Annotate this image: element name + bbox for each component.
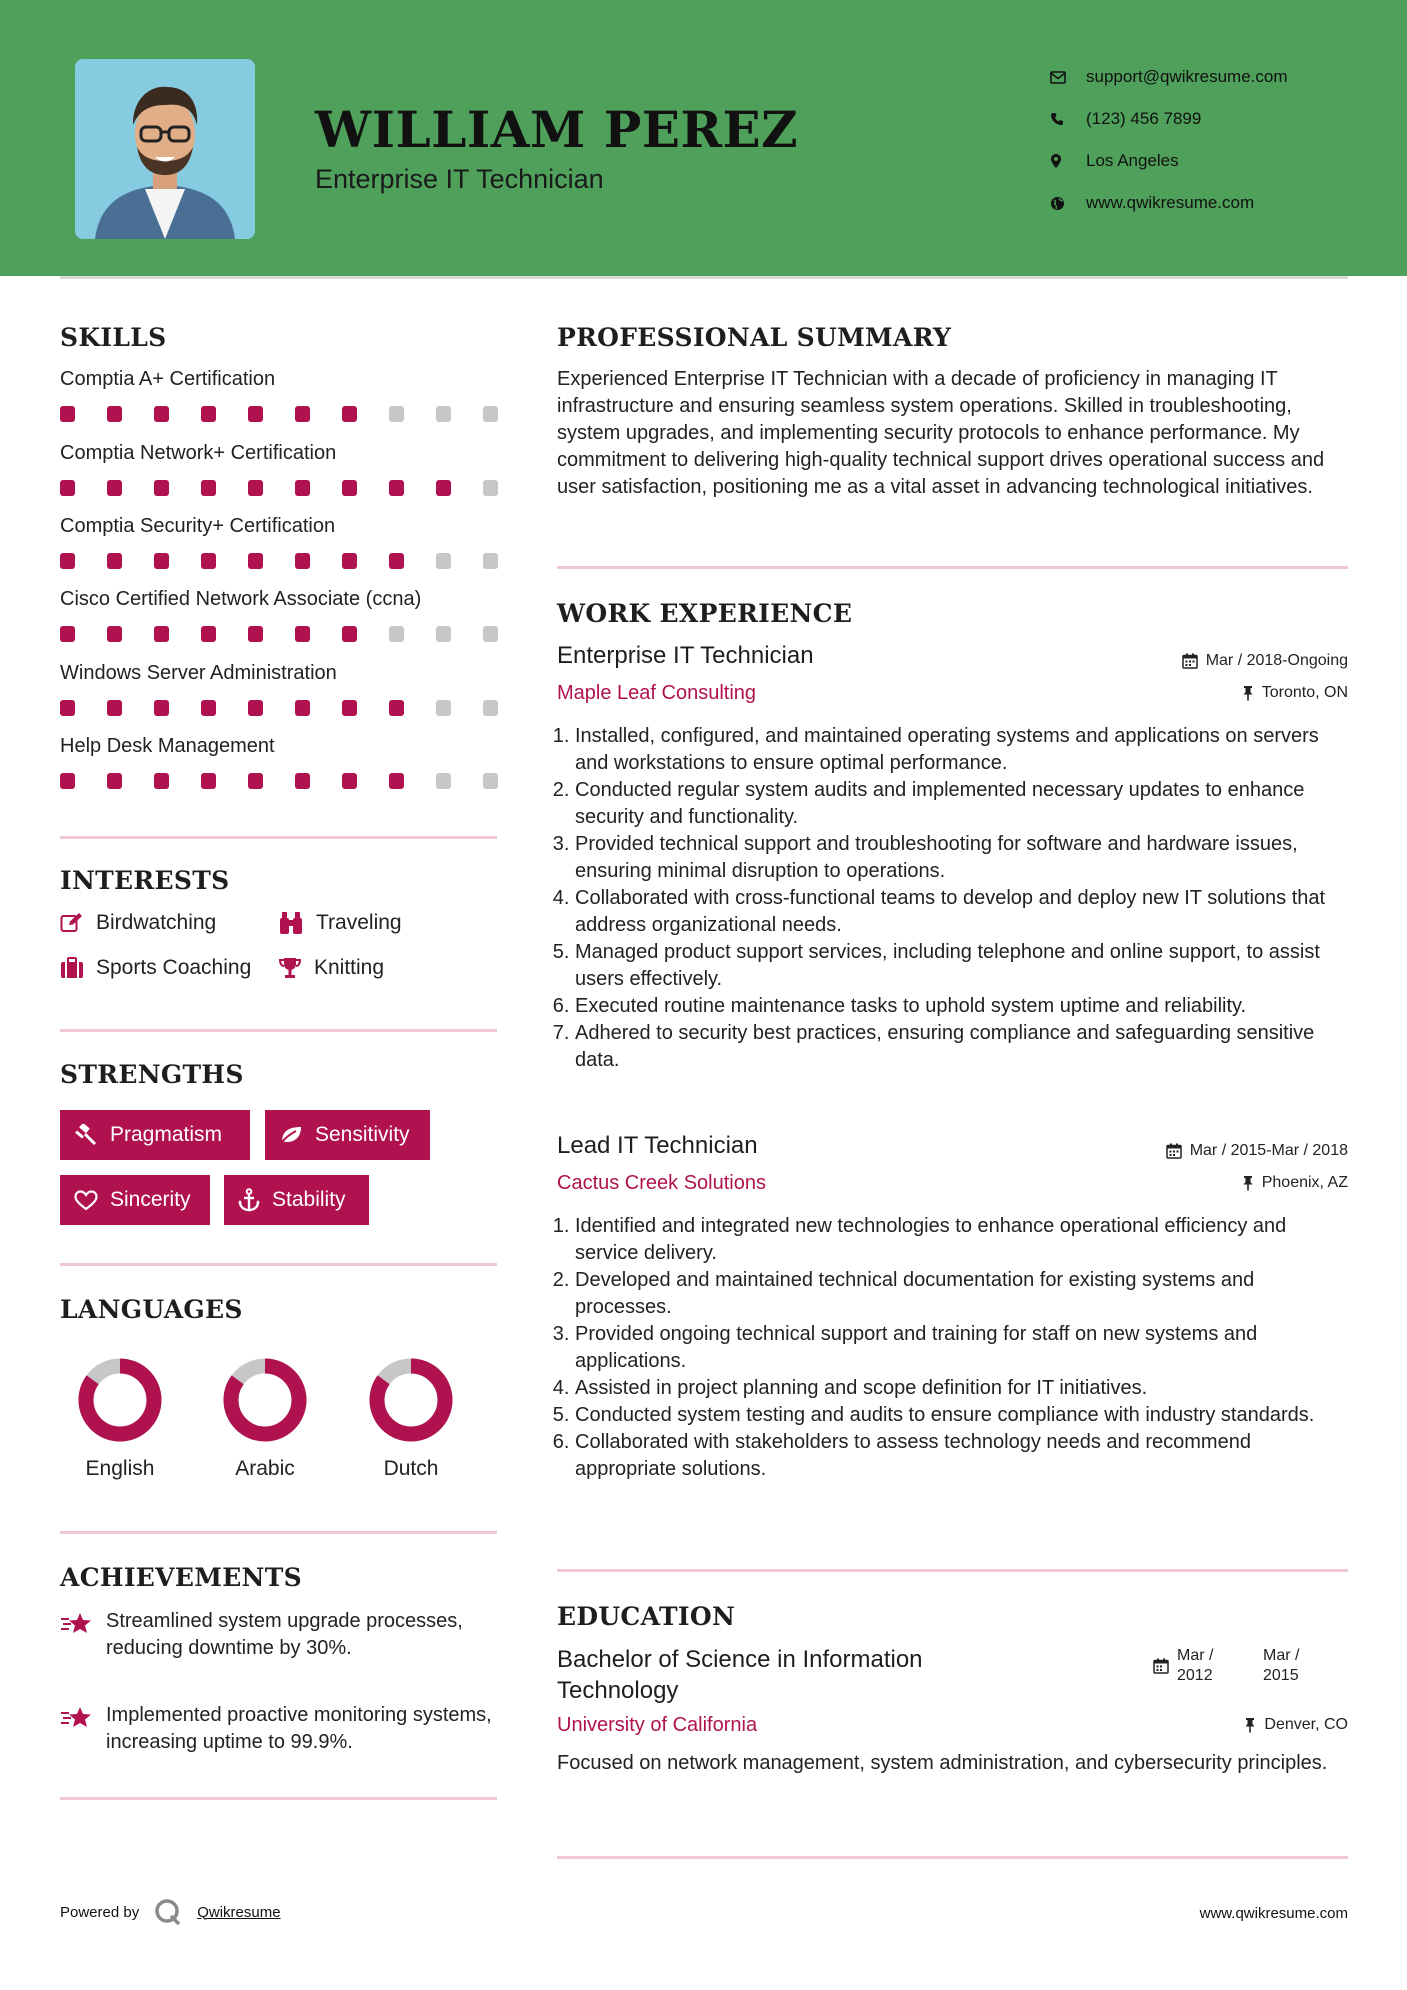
star-icon xyxy=(60,1705,94,1731)
job-dates xyxy=(1182,652,1348,670)
rating-dot-filled xyxy=(295,480,310,496)
calendar-icon xyxy=(1153,1658,1169,1674)
trophy-icon xyxy=(278,957,302,979)
rating-dot-filled xyxy=(201,406,216,422)
star-icon xyxy=(60,1611,94,1637)
header-banner xyxy=(0,0,1407,276)
skill-name: Windows Server Administration xyxy=(60,662,337,684)
briefcase-icon xyxy=(60,957,84,979)
achievement-text: Implemented proactive monitoring systems, increasing uptime to 99.9%. xyxy=(106,1704,492,1753)
globe-icon xyxy=(1050,196,1086,211)
duty-item: 4. Assisted in project planning and scope definition for IT initiatives. xyxy=(575,1375,1355,1402)
profile-photo xyxy=(75,59,255,239)
pushpin-icon xyxy=(1244,1717,1256,1733)
section-divider xyxy=(60,1531,497,1534)
job-dates-text: Mar / 2018-Ongoing xyxy=(1205,652,1348,669)
rating-dot-empty xyxy=(436,553,451,569)
section-divider xyxy=(60,1029,497,1032)
skill-rating xyxy=(60,773,530,789)
rating-dot-empty xyxy=(436,406,451,422)
rating-dot-filled xyxy=(60,773,75,789)
rating-dot-filled xyxy=(107,626,122,642)
interest-item xyxy=(60,956,251,980)
rating-dot-filled xyxy=(248,480,263,496)
contact-phone-text: (123) 456 7899 xyxy=(1086,109,1202,128)
contact-website[interactable] xyxy=(1050,182,1288,224)
duty-item: 6. Executed routine maintenance tasks to uphold system uptime and reliability. xyxy=(575,993,1355,1020)
contact-phone[interactable] xyxy=(1050,98,1288,140)
rating-dot-filled xyxy=(342,700,357,716)
rating-dot-filled xyxy=(295,626,310,642)
job-company: Maple Leaf Consulting xyxy=(557,682,757,704)
rating-dot-filled xyxy=(295,406,310,422)
interest-label: Knitting xyxy=(314,956,385,979)
rating-dot-filled xyxy=(436,480,451,496)
rating-dot-filled xyxy=(342,553,357,569)
language-item xyxy=(205,1355,325,1481)
candidate-name: WILLIAM PEREZ xyxy=(315,100,799,159)
job-location xyxy=(1242,684,1348,702)
job-title: Lead IT Technician xyxy=(557,1132,758,1159)
rating-dot-filled xyxy=(295,700,310,716)
skill-rating xyxy=(60,480,530,496)
skill-name: Comptia Network+ Certification xyxy=(60,442,337,464)
rating-dot-filled xyxy=(389,480,404,496)
duty-item: 1. Installed, configured, and maintained operating systems and applications on servers and workstations to ensure optimal performance. xyxy=(575,723,1355,777)
rating-dot-filled xyxy=(342,480,357,496)
skills-title: SKILLS xyxy=(60,323,167,352)
rating-dot-empty xyxy=(483,700,498,716)
strength-badge xyxy=(224,1175,369,1225)
rating-dot-filled xyxy=(107,480,122,496)
rating-dot-empty xyxy=(483,480,498,496)
strength-label: Sincerity xyxy=(110,1188,191,1211)
rating-dot-filled xyxy=(201,626,216,642)
rating-dot-filled xyxy=(107,406,122,422)
contact-location-text: Los Angeles xyxy=(1086,151,1179,170)
rating-dot-filled xyxy=(60,700,75,716)
rating-dot-filled xyxy=(295,553,310,569)
map-pin-icon xyxy=(1050,153,1086,169)
section-divider xyxy=(60,836,497,839)
strength-label: Stability xyxy=(272,1188,346,1211)
achievements-title: ACHIEVEMENTS xyxy=(60,1563,302,1592)
rating-dot-filled xyxy=(389,773,404,789)
rating-dot-filled xyxy=(60,480,75,496)
rating-dot-filled xyxy=(201,773,216,789)
duty-item: 7. Adhered to security best practices, ensuring compliance and safeguarding sensitive data. xyxy=(575,1020,1355,1074)
education-description: Focused on network management, system administration, and cybersecurity principles. xyxy=(557,1752,1328,1774)
rating-dot-empty xyxy=(483,626,498,642)
rating-dot-filled xyxy=(201,700,216,716)
education-end xyxy=(1263,1646,1299,1686)
rating-dot-filled xyxy=(60,553,75,569)
achievement-text: Streamlined system upgrade processes, reducing downtime by 30%. xyxy=(106,1610,463,1659)
rating-dot-filled xyxy=(154,626,169,642)
language-label: Dutch xyxy=(383,1457,439,1480)
section-divider xyxy=(557,566,1348,569)
interests-title: INTERESTS xyxy=(60,866,230,895)
strength-badge xyxy=(60,1110,250,1160)
strengths-title: STRENGTHS xyxy=(60,1060,244,1089)
job-location xyxy=(1242,1174,1348,1192)
candidate-title: Enterprise IT Technician xyxy=(315,164,604,194)
rating-dot-filled xyxy=(107,700,122,716)
qwikresume-link[interactable]: Qwikresume xyxy=(197,1903,281,1921)
section-divider xyxy=(557,1856,1348,1859)
calendar-icon xyxy=(1182,653,1198,669)
gavel-icon xyxy=(74,1124,98,1146)
heart-icon xyxy=(74,1190,98,1211)
language-donut xyxy=(366,1355,456,1445)
job-location-text: Toronto, ON xyxy=(1261,684,1348,701)
skill-name: Comptia Security+ Certification xyxy=(60,515,336,537)
rating-dot-empty xyxy=(436,773,451,789)
contact-website-text: www.qwikresume.com xyxy=(1086,193,1255,212)
section-divider xyxy=(60,1797,497,1800)
education-title: EDUCATION xyxy=(557,1602,736,1631)
rating-dot-empty xyxy=(483,553,498,569)
job-dates-text: Mar / 2015-Mar / 2018 xyxy=(1189,1142,1348,1159)
rating-dot-filled xyxy=(342,773,357,789)
duty-item: 5. Conducted system testing and audits to ensure compliance with industry standards. xyxy=(575,1402,1355,1429)
achievement-item xyxy=(60,1608,500,1662)
language-item xyxy=(60,1355,180,1481)
footer-website[interactable]: www.qwikresume.com xyxy=(1199,1905,1348,1922)
contact-location xyxy=(1050,140,1288,182)
duty-item: 3. Provided technical support and troubleshooting for software and hardware issues, ensuring minimal disruption to operations. xyxy=(575,831,1355,885)
education-degree: Bachelor of Science in Information Technology xyxy=(557,1646,923,1704)
interest-item xyxy=(278,911,402,935)
duty-item: 3. Provided ongoing technical support and training for staff on new systems and applications. xyxy=(575,1321,1355,1375)
rating-dot-filled xyxy=(107,553,122,569)
pushpin-icon xyxy=(1242,685,1254,701)
leaf-icon xyxy=(279,1125,303,1145)
job-location-text: Phoenix, AZ xyxy=(1261,1174,1348,1191)
rating-dot-filled xyxy=(154,406,169,422)
rating-dot-filled xyxy=(154,480,169,496)
rating-dot-filled xyxy=(295,773,310,789)
powered-by-text: Powered by xyxy=(60,1903,140,1921)
contact-email-text: support@qwikresume.com xyxy=(1086,67,1288,86)
pencil-square-icon xyxy=(60,912,84,934)
duty-item: 6. Collaborated with stakeholders to assess technology needs and recommend appropriate solutions. xyxy=(575,1429,1355,1483)
rating-dot-filled xyxy=(201,553,216,569)
duty-item: 5. Managed product support services, including telephone and online support, to assist users effectively. xyxy=(575,939,1355,993)
job-duties xyxy=(575,723,1355,1074)
skill-name: Comptia A+ Certification xyxy=(60,368,276,390)
contact-email[interactable] xyxy=(1050,56,1288,98)
duty-item: 1. Identified and integrated new technologies to enhance operational efficiency and service delivery. xyxy=(575,1213,1355,1267)
education-start-year: 2012 xyxy=(1177,1667,1213,1684)
footer-powered-by xyxy=(60,1897,281,1927)
envelope-icon xyxy=(1050,71,1086,84)
skill-rating xyxy=(60,553,530,569)
education-location-text: Denver, CO xyxy=(1264,1716,1348,1733)
binoculars-icon xyxy=(278,911,304,935)
rating-dot-filled xyxy=(342,406,357,422)
strength-label: Sensitivity xyxy=(315,1123,410,1146)
rating-dot-filled xyxy=(248,406,263,422)
rating-dot-filled xyxy=(60,626,75,642)
achievement-item xyxy=(60,1702,500,1756)
rating-dot-filled xyxy=(154,773,169,789)
strength-label: Pragmatism xyxy=(110,1123,223,1146)
rating-dot-filled xyxy=(342,626,357,642)
job-dates xyxy=(1166,1142,1348,1160)
summary-text: Experienced Enterprise IT Technician with a decade of proficiency in managing IT infrastructure and ensuring seamless system operations. Skilled in troubleshooting, system upgrades, and implementing security protocols to enhance performance. My commitment to delivering high-quality technical support drives operational success and user satisfaction, positioning me as a vital asset in advancing technological initiatives. xyxy=(557,368,1325,498)
strength-badge xyxy=(60,1175,210,1225)
language-label: Arabic xyxy=(235,1457,295,1480)
phone-icon xyxy=(1050,112,1086,126)
skill-name: Cisco Certified Network Associate (ccna) xyxy=(60,588,422,610)
anchor-icon xyxy=(238,1188,260,1212)
rating-dot-filled xyxy=(107,773,122,789)
job-title: Enterprise IT Technician xyxy=(557,642,814,669)
rating-dot-filled xyxy=(154,700,169,716)
rating-dot-filled xyxy=(154,553,169,569)
interest-label: Traveling xyxy=(316,911,402,934)
section-divider xyxy=(60,1263,497,1266)
header-divider xyxy=(60,276,1348,279)
skill-rating xyxy=(60,406,530,422)
section-divider xyxy=(557,1569,1348,1572)
education-dates xyxy=(1153,1646,1299,1686)
language-label: English xyxy=(85,1457,155,1480)
skill-rating xyxy=(60,626,530,642)
rating-dot-empty xyxy=(436,626,451,642)
skill-name: Help Desk Management xyxy=(60,735,275,757)
language-donut xyxy=(220,1355,310,1445)
education-start-month: Mar / xyxy=(1177,1647,1214,1664)
pushpin-icon xyxy=(1242,1175,1254,1191)
education-school: University of California xyxy=(557,1714,758,1736)
contact-list xyxy=(1050,56,1288,224)
rating-dot-filled xyxy=(60,406,75,422)
rating-dot-filled xyxy=(389,700,404,716)
rating-dot-filled xyxy=(389,553,404,569)
duty-item: 2. Developed and maintained technical documentation for existing systems and processes. xyxy=(575,1267,1355,1321)
job-duties xyxy=(575,1213,1355,1483)
duty-item: 4. Collaborated with cross-functional teams to develop and deploy new IT solutions that address organizational needs. xyxy=(575,885,1355,939)
interest-item xyxy=(60,911,216,935)
education-end-year: 2015 xyxy=(1263,1667,1299,1684)
education-start xyxy=(1177,1646,1263,1686)
rating-dot-filled xyxy=(248,700,263,716)
rating-dot-empty xyxy=(483,773,498,789)
rating-dot-filled xyxy=(248,553,263,569)
interest-label: Birdwatching xyxy=(96,911,217,934)
language-donut xyxy=(75,1355,165,1445)
skill-rating xyxy=(60,700,530,716)
summary-title: PROFESSIONAL SUMMARY xyxy=(557,323,952,352)
interest-label: Sports Coaching xyxy=(96,956,252,979)
calendar-icon xyxy=(1166,1143,1182,1159)
strength-badge xyxy=(265,1110,430,1160)
rating-dot-filled xyxy=(248,773,263,789)
language-item xyxy=(351,1355,471,1481)
rating-dot-empty xyxy=(436,700,451,716)
languages-title: LANGUAGES xyxy=(60,1295,243,1324)
rating-dot-empty xyxy=(483,406,498,422)
experience-title: WORK EXPERIENCE xyxy=(557,599,853,628)
education-location xyxy=(1244,1716,1348,1734)
duty-item: 2. Conducted regular system audits and implemented necessary updates to enhance security and functionality. xyxy=(575,777,1355,831)
rating-dot-empty xyxy=(389,406,404,422)
education-end-month: Mar / xyxy=(1263,1647,1300,1664)
job-company: Cactus Creek Solutions xyxy=(557,1172,766,1194)
rating-dot-empty xyxy=(389,626,404,642)
qwikresume-logo-icon xyxy=(153,1897,183,1927)
rating-dot-filled xyxy=(201,480,216,496)
interest-item xyxy=(278,956,384,980)
rating-dot-filled xyxy=(248,626,263,642)
